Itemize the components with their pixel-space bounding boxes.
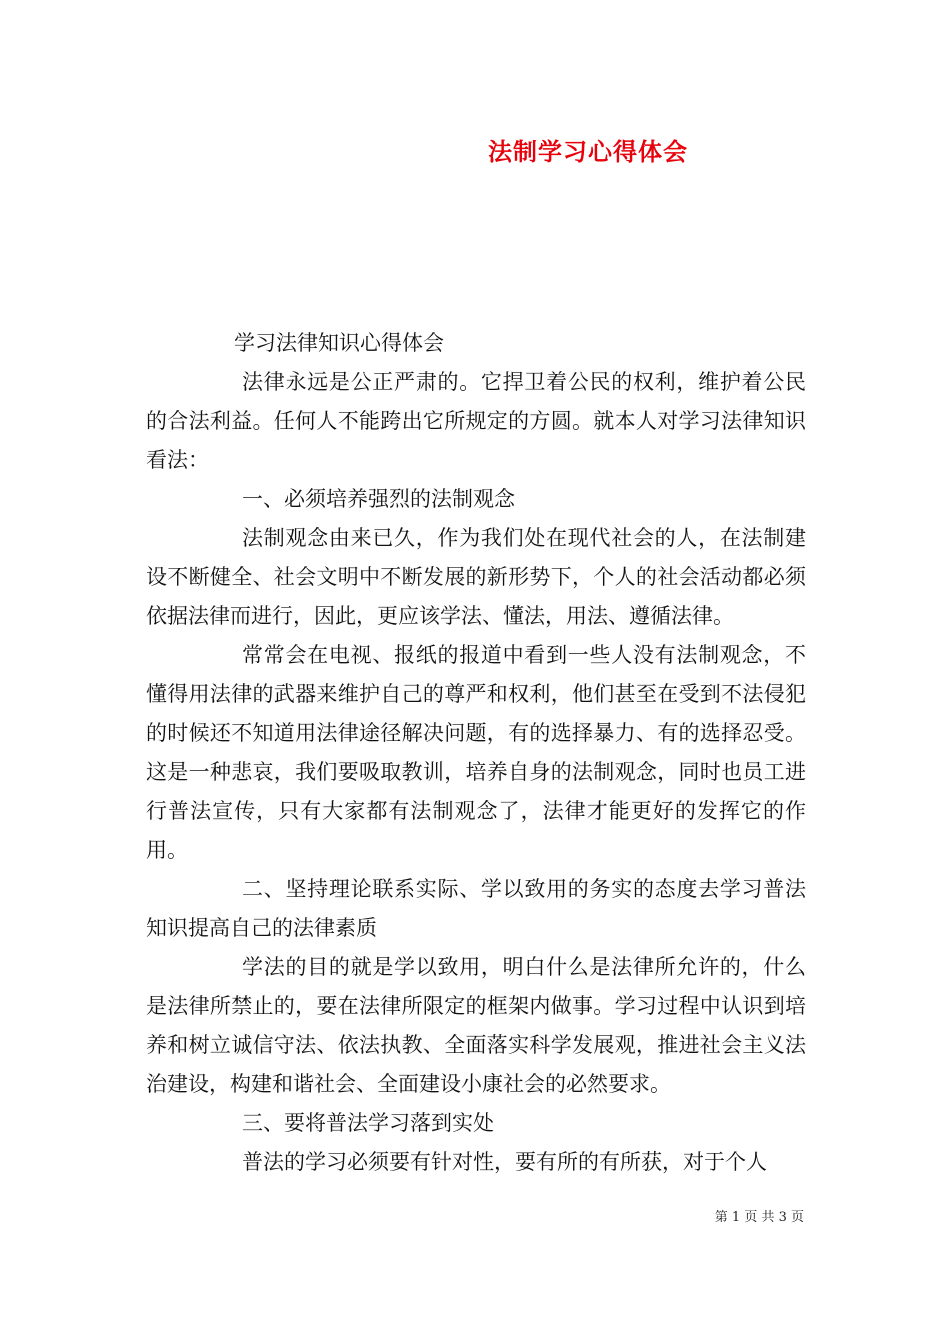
page-number: 第 1 页 共 3 页 bbox=[714, 1210, 804, 1225]
document-body bbox=[146, 324, 806, 1182]
paragraph-section-3: 普法的学习必须要有针对性，要有所的有所获，对于个人 bbox=[242, 1150, 767, 1174]
section-heading-1: 一、必须培养强烈的法制观念 bbox=[242, 487, 515, 511]
paragraph-section-2: 学法的目的就是学以致用，明白什么是法律所允许的，什么是法律所禁止的，要在法律所限定的框架内做事。学习过程中认识到培养和树立诚信守法、依法执教、全面落实科学发展观，推进社会主义法治建设，构建和谐社会、全面建设小康社会的必然要求。 bbox=[146, 955, 806, 1096]
document-subtitle: 学习法律知识心得体会 bbox=[234, 331, 444, 355]
paragraph-section-1a: 法制观念由来已久，作为我们处在现代社会的人，在法制建设不断健全、社会文明中不断发展的新形势下，个人的社会活动都必须依据法律而进行，因此，更应该学法、懂法，用法、遵循法律。 bbox=[146, 526, 806, 628]
section-heading-3: 三、要将普法学习落到实处 bbox=[242, 1111, 494, 1135]
paragraph-section-1b: 常常会在电视、报纸的报道中看到一些人没有法制观念，不懂得用法律的武器来维护自己的尊严和权利，他们甚至在受到不法侵犯的时候还不知道用法律途径解决问题，有的选择暴力、有的选择忍受。这是一种悲哀，我们要吸取教训，培养自身的法制观念，同时也员工进行普法宣传，只有大家都有法制观念了，法律才能更好的发挥它的作用。 bbox=[146, 643, 806, 862]
paragraph-intro: 法律永远是公正严肃的。它捍卫着公民的权利，维护着公民的合法利益。任何人不能跨出它所规定的方圆。就本人对学习法律知识看法： bbox=[146, 370, 806, 472]
section-heading-2: 二、坚持理论联系实际、学以致用的务实的态度去学习普法知识提高自己的法律素质 bbox=[146, 877, 806, 940]
document-title: 法制学习心得体会 bbox=[488, 137, 688, 166]
